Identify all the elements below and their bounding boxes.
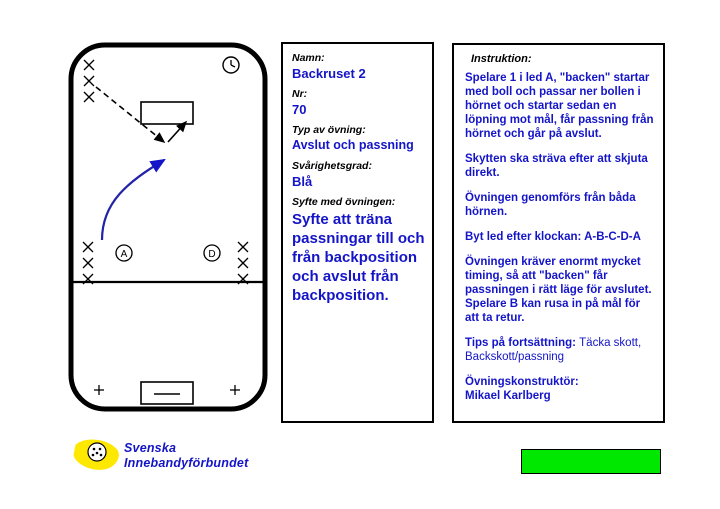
tips-value: Täcka skott, Backskott/passning xyxy=(465,337,642,363)
clock-icon xyxy=(223,57,239,73)
tips-block xyxy=(465,336,654,364)
logo-line-1: Svenska xyxy=(124,441,177,455)
federation-logo xyxy=(72,437,272,485)
logo-line-2: Innebandyförbundet xyxy=(124,456,249,470)
constructor-value: Mikael Karlberg xyxy=(465,390,551,402)
nr-value: 70 xyxy=(292,102,307,117)
instruction-card xyxy=(452,43,665,423)
instruction-paragraph: Spelare 1 i led A, "backen" startar med boll och passar ner bollen i hörnet och startar sedan en löpning mot mål, får passning från hörnet och går på avslut. xyxy=(465,72,654,140)
svg-text:A: A xyxy=(120,249,128,260)
tips-label: Tips på fortsättning: xyxy=(465,337,576,349)
goal-bottom xyxy=(141,382,193,404)
difficulty-label: Svårighetsgrad: xyxy=(292,160,372,172)
constructor-block xyxy=(465,375,654,403)
exercise-info-card xyxy=(281,42,434,423)
logo-text xyxy=(124,441,248,471)
nr-label: Nr: xyxy=(292,88,308,100)
instruction-title: Instruktion: xyxy=(471,53,532,65)
player-label-a xyxy=(116,245,132,261)
player-label-d xyxy=(204,245,220,261)
purpose-label: Syfte med övningen: xyxy=(292,196,396,208)
instruction-paragraph: Övningen kräver enormt mycket timing, så att "backen" får passningen i rätt läge för avslutet. Spelare B kan rusa in på mål för att ta retur. xyxy=(465,256,652,324)
rink-boundary xyxy=(71,45,265,409)
instruction-paragraph: Skytten ska sträva efter att skjuta direkt. xyxy=(465,153,648,179)
name-label: Namn: xyxy=(292,52,325,64)
difficulty-value: Blå xyxy=(292,174,313,189)
type-label: Typ av övning: xyxy=(292,124,366,136)
instruction-paragraph: Byt led efter klockan: A-B-C-D-A xyxy=(465,231,641,243)
instruction-paragraph: Övningen genomförs från båda hörnen. xyxy=(465,192,636,218)
rink-svg xyxy=(68,42,268,412)
logo-mark-icon xyxy=(72,437,124,477)
svg-text:D: D xyxy=(208,249,216,260)
goal-top xyxy=(141,102,193,124)
type-value: Avslut och passning xyxy=(292,138,414,152)
constructor-label: Övningskonstruktör: xyxy=(465,376,579,388)
rink-diagram-panel xyxy=(68,42,268,412)
purpose-value: Syfte att träna passningar till och från backposition och avslut från backposition. xyxy=(292,211,425,304)
name-value: Backruset 2 xyxy=(292,66,366,81)
green-status-bar[interactable] xyxy=(521,449,661,474)
